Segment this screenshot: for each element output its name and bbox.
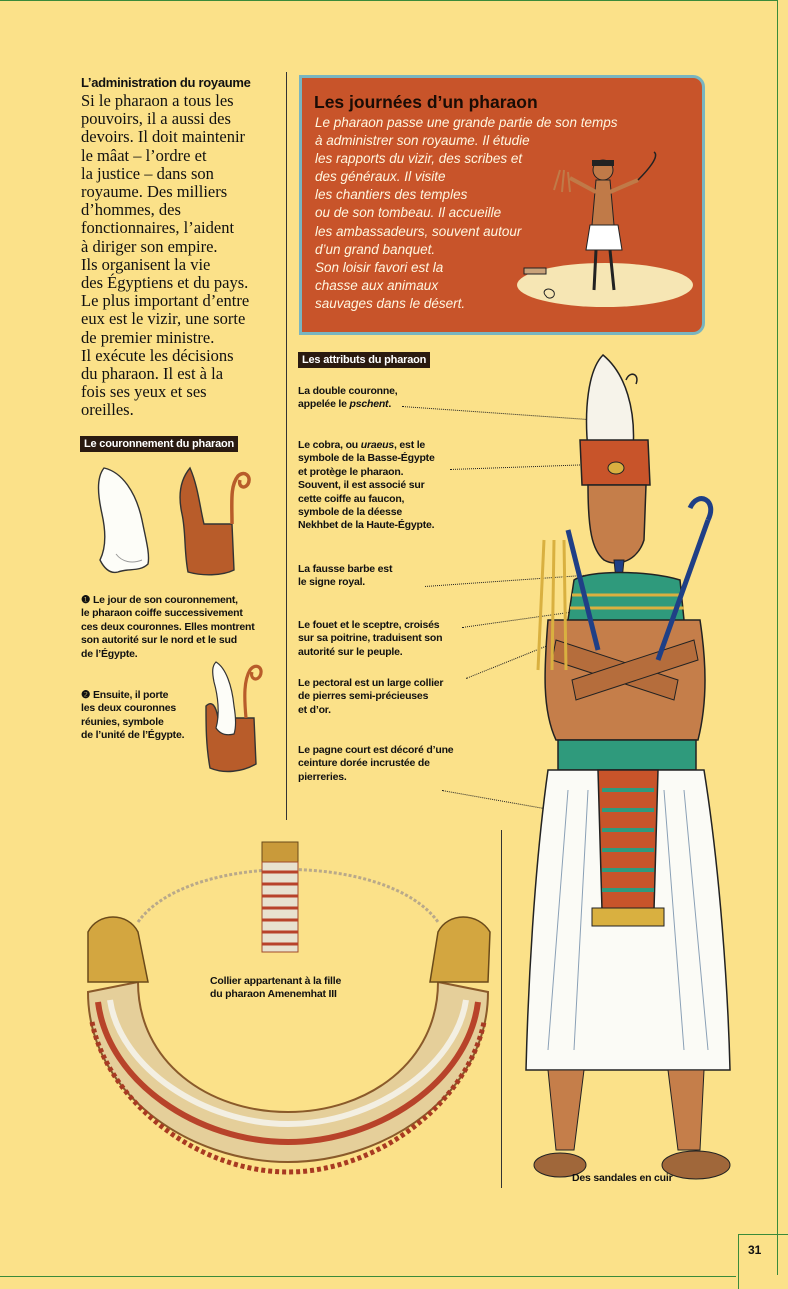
step-2-line: de l’unité de l’Égypte. (81, 729, 185, 742)
attribute-line: sur sa poitrine, traduisent son (298, 632, 443, 645)
white-and-red-crowns-illustration (92, 462, 262, 582)
box-line: sauvages dans le désert. (315, 295, 466, 311)
attribute-pectoral (298, 677, 443, 717)
step-1-line (81, 594, 255, 607)
attribute-line: de pierres semi-précieuses (298, 690, 429, 703)
necklace-illustration (78, 832, 498, 1192)
text-line: du pharaon. Il est à la (81, 364, 224, 384)
necklace-caption (210, 975, 341, 1002)
text-line: à diriger son empire. (81, 236, 218, 256)
caption-line: du pharaon Amenemhat III (210, 988, 337, 1001)
box-line: les rapports du vizir, des scribes et (315, 151, 523, 167)
text-line: d’hommes, des (81, 200, 181, 220)
hunting-pharaoh-illustration (510, 150, 695, 320)
text-line: Si le pharaon a tous les (81, 91, 234, 110)
text-line: royaume. Des milliers (81, 182, 228, 202)
attribute-line: cette coiffe au faucon, (298, 492, 405, 505)
text-line: pouvoirs, il a aussi des (81, 109, 231, 129)
lower-divider (501, 830, 502, 1188)
attribute-cobra (298, 439, 435, 533)
attribute-line: La fausse barbe est (298, 563, 393, 575)
emphasized-term: uraeus (360, 439, 394, 451)
step-1-line: son autorité sur le nord et le sud (81, 634, 237, 647)
step-2-text: Ensuite, il porte (92, 689, 169, 701)
step-1-marker: ❶ (81, 594, 91, 606)
text-line: Ils organisent la vie (81, 254, 211, 274)
coronation-step-1 (81, 594, 255, 661)
attribute-line: Le pectoral est un large collier (298, 677, 444, 689)
attribute-line: symbole de la Basse-Égypte (298, 452, 435, 465)
text-line: Le plus important d’entre (81, 291, 250, 311)
text-line: devoirs. Il doit maintenir (81, 127, 246, 147)
caption-line: Collier appartenant à la fille (210, 975, 342, 987)
box-line: d’un grand banquet. (315, 241, 436, 257)
step-1-line: de l’Égypte. (81, 647, 138, 660)
text-line: fonctionnaires, l’aident (81, 218, 235, 238)
page-number-box (738, 1234, 788, 1289)
coronation-heading: Le couronnement du pharaon (80, 436, 238, 452)
coronation-step-2 (81, 689, 184, 743)
page-frame-top (0, 0, 778, 1)
box-line: ou de son tombeau. Il accueille (315, 205, 502, 221)
attribute-flail-sceptre (298, 619, 442, 659)
text-line: la justice – dans son (81, 163, 214, 183)
attribute-double-crown (298, 385, 397, 412)
administration-title: L’administration du royaume (81, 75, 251, 90)
page-number: 31 (748, 1243, 762, 1257)
step-2-line (81, 689, 184, 702)
text-line: de premier ministre. (81, 327, 215, 347)
text-line: eux est le vizir, une sorte (81, 309, 246, 329)
attribute-line: et protège le pharaon. (298, 465, 404, 478)
attribute-line: Le pagne court est décoré d’une (298, 744, 454, 756)
page-frame-right (777, 0, 778, 1275)
box-line: Le pharaon passe une grande partie de son temps (315, 115, 618, 130)
attribute-line: pierreries. (298, 770, 347, 783)
text-line: oreilles. (81, 400, 134, 420)
box-line: Son loisir favori est la (315, 259, 444, 275)
box-line: les chantiers des temples (315, 187, 468, 203)
attribute-line: Le fouet et le sceptre, croisés (298, 619, 440, 631)
column-divider (286, 72, 287, 820)
step-2-line: réunies, symbole (81, 715, 164, 728)
attribute-line: autorité sur le peuple. (298, 645, 403, 658)
step-2-marker: ❷ (81, 689, 91, 701)
attribute-false-beard (298, 563, 392, 590)
attribute-line: appelée le pschent. (298, 398, 392, 411)
pharaoh-illustration (508, 350, 748, 1190)
text-line: Il exécute les décisions (81, 345, 234, 365)
text-line: le mâat – l’ordre et (81, 145, 207, 165)
box-line: des généraux. Il visite (315, 169, 446, 185)
box-line: chasse aux animaux (315, 277, 439, 293)
step-1-text: Le jour de son couronnement, (92, 594, 238, 606)
step-2-line: les deux couronnes (81, 702, 177, 715)
attributes-heading: Les attributs du pharaon (298, 352, 430, 368)
attribute-line: le signe royal. (298, 576, 366, 589)
attribute-line: La double couronne, (298, 385, 398, 397)
attribute-line: ceinture dorée incrustée de (298, 757, 430, 770)
attribute-loincloth (298, 744, 453, 784)
text-line: fois ses yeux et ses (81, 382, 207, 402)
attribute-line: Souvent, il est associé sur (298, 479, 425, 492)
page-frame-bottom (0, 1276, 736, 1277)
attribute-line: symbole de la déesse (298, 506, 402, 519)
text-line: des Égyptiens et du pays. (81, 273, 249, 293)
administration-text (81, 92, 281, 420)
step-1-line: le pharaon coiffe successivement (81, 607, 243, 620)
double-crown-illustration (196, 656, 266, 776)
emphasized-term: pschent (349, 398, 389, 411)
box-title: Les journées d’un pharaon (314, 92, 538, 112)
attribute-line: et d’or. (298, 703, 331, 716)
step-1-line: ces deux couronnes. Elles montrent (81, 620, 255, 633)
box-line: les ambassadeurs, souvent autour (315, 223, 522, 239)
box-line: à administrer son royaume. Il étudie (315, 133, 530, 149)
attribute-line: Le cobra, ou uraeus, est le (298, 439, 426, 451)
sandals-caption: Des sandales en cuir (572, 1172, 673, 1184)
attribute-line: Nekhbet de la Haute-Égypte. (298, 519, 435, 532)
